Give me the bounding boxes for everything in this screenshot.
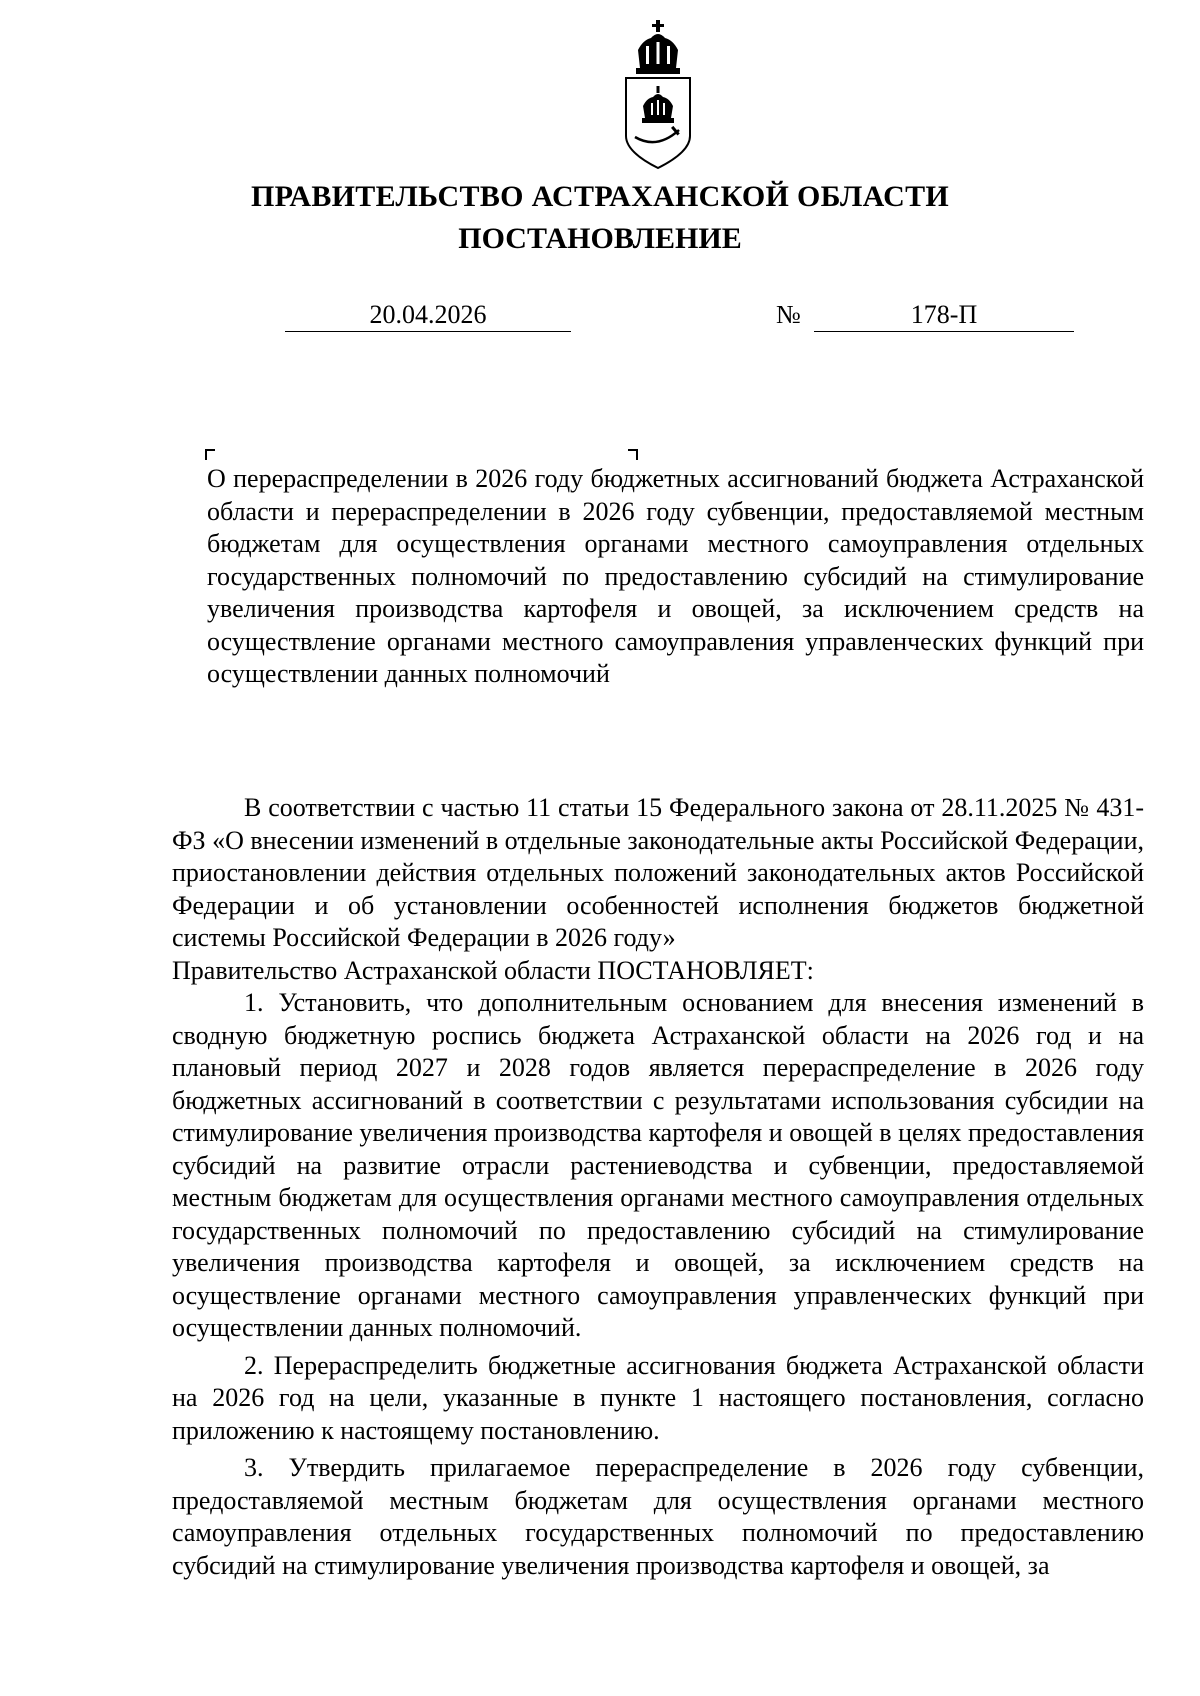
subject-corner-left-icon [205, 449, 215, 460]
resolves-clause: Правительство Астраханской области ПОСТАНОВЛЯЕТ: [172, 955, 814, 985]
item-3: 3. Утвердить прилагаемое перераспределение в 2026 году субвенции, предоставляемой местным бюджетам для осуществления органами местного самоуправления отдельных государственных полномочий по предоставлению субсидий на стимулирование увеличения производства картофеля и овощей, за [172, 1453, 1144, 1580]
document-number: 178-П [814, 299, 1074, 332]
document-subject: О перераспределении в 2026 году бюджетных ассигнований бюджета Астраханской области и перераспределении в 2026 году субвенции, предоставляемой местным бюджетам для осуществления органами местного самоуправления отдельных государственных полномочий по предоставлению субсидий на стимулирование увеличения производства картофеля и овощей, за исключением средств на осуществление органами местного самоуправления управленческих функций при осуществлении данных полномочий [207, 464, 1144, 688]
number-sign: № [776, 300, 801, 329]
organization-title: ПРАВИТЕЛЬСТВО АСТРАХАНСКОЙ ОБЛАСТИ [250, 180, 950, 213]
coat-of-arms-icon [617, 18, 699, 170]
preamble: В соответствии с частью 11 статьи 15 Федерального закона от 28.11.2025 № 431-ФЗ «О внесении изменений в отдельные законодательные акты Российской Федерации, приостановлении действия отдельных положений законодательных актов Российской Федерации и об установлении особенностей исполнения бюджетов бюджетной системы Российской Федерации в 2026 году» [172, 793, 1144, 952]
item-1: 1. Установить, что дополнительным основанием для внесения изменений в сводную бюджетную роспись бюджета Астраханской области на 2026 год и на плановый период 2027 и 2028 годов является перераспределение в 2026 году бюджетных ассигнований в соответствии с результатами использования субсидии на стимулирование увеличения производства картофеля и овощей в целях предоставления субсидий на развитие отрасли растениеводства и субвенции, предоставляемой местным бюджетам для осуществления органами местного самоуправления отдельных государственных полномочий по предоставлению субсидий на стимулирование увеличения производства картофеля и овощей, за исключением средств на осуществление органами местного самоуправления управленческих функций при осуществлении данных полномочий. [172, 988, 1144, 1342]
document-body [172, 792, 1144, 1582]
subject-corner-right-icon [628, 449, 638, 460]
item-2: 2. Перераспределить бюджетные ассигнования бюджета Астраханской области на 2026 год на цели, указанные в пункте 1 настоящего постановления, согласно приложению к настоящему постановлению. [172, 1350, 1144, 1445]
document-date: 20.04.2026 [285, 299, 571, 332]
document-type: ПОСТАНОВЛЕНИЕ [458, 222, 742, 255]
